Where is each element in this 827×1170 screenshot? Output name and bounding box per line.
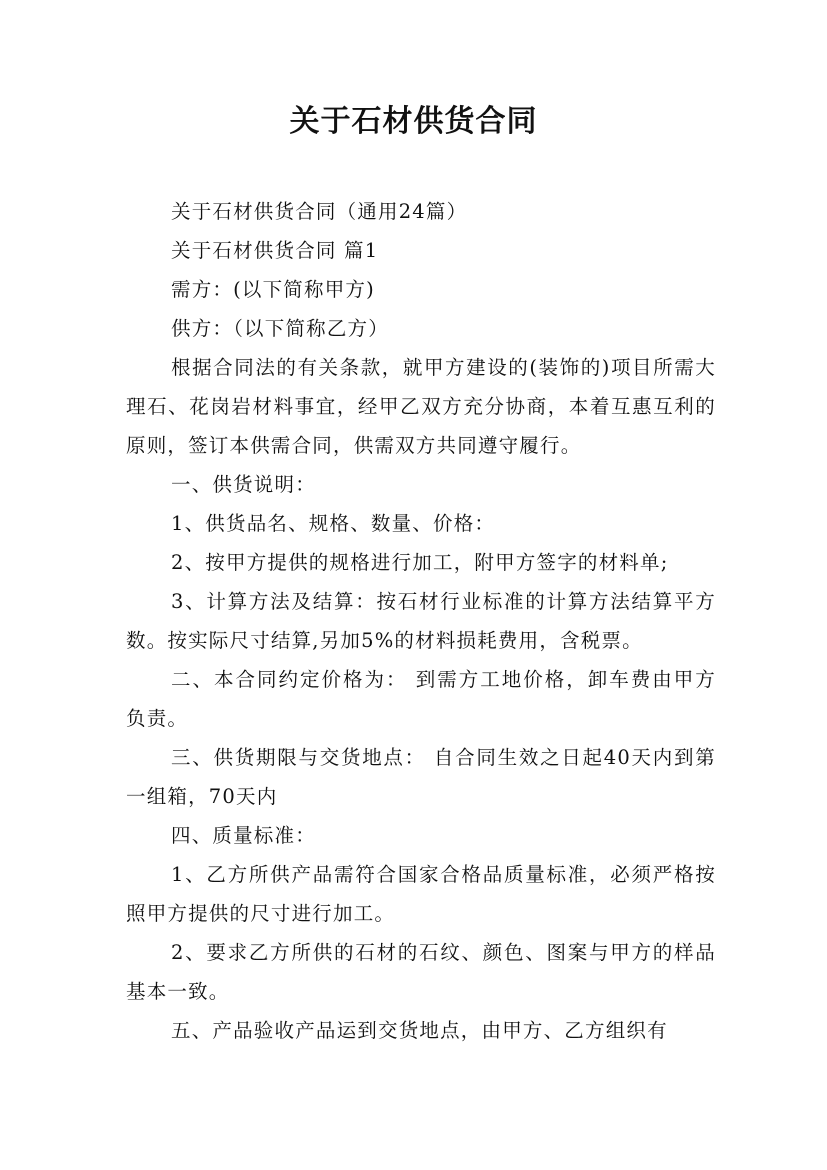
paragraph-item: 2、按甲方提供的规格进行加工，附甲方签字的材料单;	[171, 551, 669, 574]
paragraph-supplier: 供方：（以下简称乙方）	[171, 317, 389, 340]
paragraph-buyer: 需方：(以下简称甲方)	[171, 278, 375, 301]
paragraph-article-title: 关于石材供货合同 篇1	[171, 239, 379, 262]
document-body	[126, 192, 716, 1050]
paragraph-section-3: 三、供货期限与交货地点： 自合同生效之日起40天内到第一组箱，70天内	[126, 746, 716, 808]
paragraph-section-2: 二、本合同约定价格为： 到需方工地价格，卸车费由甲方负责。	[126, 668, 716, 730]
paragraph-item: 1、乙方所供产品需符合国家合格品质量标准，必须严格按照甲方提供的尺寸进行加工。	[126, 863, 716, 925]
document-title: 关于石材供货合同	[289, 104, 538, 139]
paragraph-preamble: 根据合同法的有关条款，就甲方建设的(装饰的)项目所需大理石、花岗岩材料事宜，经甲乙双方充分协商，本着互惠互利的原则，签订本供需合同，供需双方共同遵守履行。	[126, 356, 716, 457]
paragraph-heading: 关于石材供货合同（通用24篇）	[171, 200, 468, 223]
paragraph-item: 3、计算方法及结算：按石材行业标准的计算方法结算平方数。按实际尺寸结算,另加5%的材料损耗费用，含税票。	[126, 590, 716, 652]
paragraph-section-1: 一、供货说明：	[171, 473, 316, 496]
paragraph-item: 1、供货品名、规格、数量、价格：	[171, 512, 496, 535]
paragraph-section-4: 四、质量标准：	[171, 824, 316, 847]
paragraph-section-5: 五、产品验收产品运到交货地点，由甲方、乙方组织有	[171, 1019, 668, 1042]
paragraph-item: 2、要求乙方所供的石材的石纹、颜色、图案与甲方的样品基本一致。	[126, 941, 716, 1003]
